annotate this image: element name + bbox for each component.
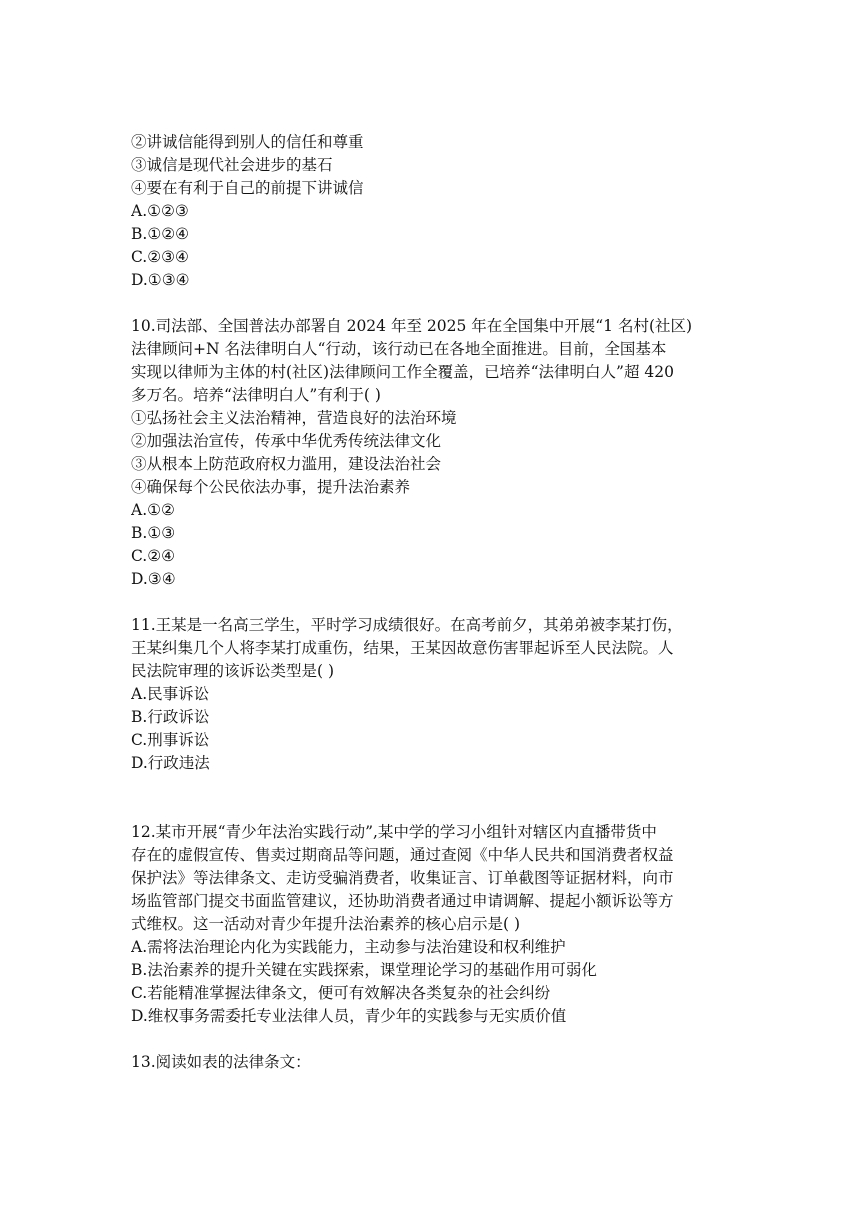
q9-option-d: D.①③④ bbox=[131, 271, 190, 289]
q12-option-b: B.法治素养的提升关键在实践探索，课堂理论学习的基础作用可弱化 bbox=[131, 961, 597, 979]
q11-stem-line-2: 王某纠集几个人将李某打成重伤，结果，王某因故意伤害罪起诉至人民法院。人 bbox=[131, 639, 674, 657]
q12-option-c: C.若能精准掌握法律条文，便可有效解决各类复杂的社会纠纷 bbox=[131, 984, 551, 1002]
q11-stem-line-3: 民法院审理的该诉讼类型是( ) bbox=[131, 662, 335, 680]
q10-option-c: C.②④ bbox=[131, 547, 176, 565]
q12-option-d: D.维权事务需委托专业法律人员，青少年的实践参与无实质价值 bbox=[131, 1007, 567, 1025]
q11-option-b: B.行政诉讼 bbox=[131, 708, 210, 726]
q10-stem-line-2: 法律顾问+N 名法律明白人“行动，该行动已在各地全面推进。目前，全国基本 bbox=[131, 340, 667, 358]
q10-stem-line-1: 10.司法部、全国普法办部署自 2024 年至 2025 年在全国集中开展“1 名村(社区) bbox=[131, 317, 693, 335]
q11-option-c: C.刑事诉讼 bbox=[131, 731, 210, 749]
q9-option-c: C.②③④ bbox=[131, 248, 189, 266]
q12-stem-line-5: 式维权。这一活动对青少年提升法治素养的核心启示是( ) bbox=[131, 915, 521, 933]
q10-option-d: D.③④ bbox=[131, 570, 176, 588]
q10-statement-4: ④确保每个公民依法办事，提升法治素养 bbox=[131, 478, 411, 496]
q9-option-a: A.①②③ bbox=[131, 202, 189, 220]
q10-stem-line-4: 多万名。培养“法律明白人”有利于( ) bbox=[131, 386, 381, 404]
q12-stem-line-1: 12.某市开展“青少年法治实践行动”,某中学的学习小组针对辖区内直播带货中 bbox=[131, 823, 657, 841]
q10-option-b: B.①③ bbox=[131, 524, 176, 542]
q12-option-a: A.需将法治理论内化为实践能力，主动参与法治建设和权利维护 bbox=[131, 938, 566, 956]
q10-statement-1: ①弘扬社会主义法治精神，营造良好的法治环境 bbox=[131, 409, 457, 427]
q10-statement-2: ②加强法治宣传，传承中华优秀传统法律文化 bbox=[131, 432, 442, 450]
q12-stem-line-3: 保护法》等法律条文、走访受骗消费者，收集证言、订单截图等证据材料，向市 bbox=[131, 869, 674, 887]
q11-option-a: A.民事诉讼 bbox=[131, 685, 210, 703]
q9-option-b: B.①②④ bbox=[131, 225, 190, 243]
q12-stem-line-4: 场监管部门提交书面监管建议，还协助消费者通过申请调解、提起小额诉讼等方 bbox=[131, 892, 674, 910]
q11-stem-line-1: 11.王某是一名高三学生，平时学习成绩很好。在高考前夕，其弟弟被李某打伤， bbox=[131, 616, 683, 634]
q12-stem-line-2: 存在的虚假宣传、售卖过期商品等问题，通过查阅《中华人民共和国消费者权益 bbox=[131, 846, 674, 864]
q11-option-d: D.行政违法 bbox=[131, 754, 210, 772]
q10-statement-3: ③从根本上防范政府权力滥用，建设法治社会 bbox=[131, 455, 442, 473]
q9-statement-3: ③诚信是现代社会进步的基石 bbox=[131, 156, 333, 174]
q13-stem-line-1: 13.阅读如表的法律条文： bbox=[131, 1053, 311, 1071]
q9-statement-4: ④要在有利于自己的前提下讲诚信 bbox=[131, 179, 364, 197]
q10-option-a: A.①② bbox=[131, 501, 175, 519]
q10-stem-line-3: 实现以律师为主体的村(社区)法律顾问工作全覆盖，已培养“法律明白人”超 420 bbox=[131, 363, 674, 381]
q9-statement-2: ②讲诚信能得到别人的信任和尊重 bbox=[131, 133, 364, 151]
